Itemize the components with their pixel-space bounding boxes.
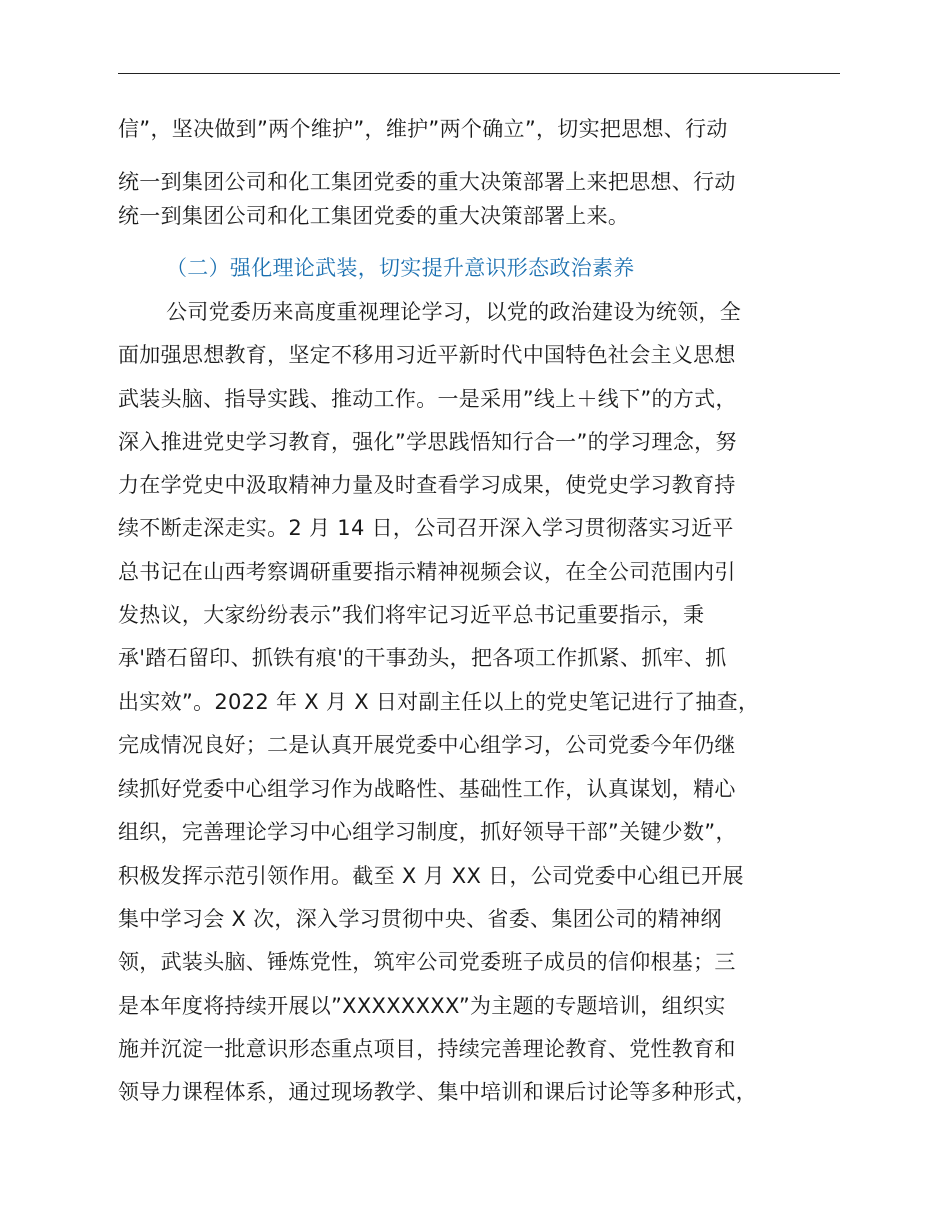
body-line: 出实效”。2022 年 X 月 X 日对副主任以上的党史笔记进行了抽查， [118,690,760,714]
section-heading: （二）强化理论武装，切实提升意识形态政治素养 [166,256,635,280]
body-line: 组织，完善理论学习中心组学习制度，抓好领导干部”关键少数”， [118,820,737,844]
header-rule [118,73,840,74]
body-line: 集中学习会 X 次，深入学习贯彻中央、省委、集团公司的精神纲 [118,907,722,931]
body-line: 施并沉淀一批意识形态重点项目，持续完善理论教育、党性教育和 [118,1037,736,1061]
body-line: 武装头脑、指导实践、推动工作。一是采用”线上＋线下”的方式， [118,387,737,411]
body-line: 积极发挥示范引领作用。截至 X 月 XX 日，公司党委中心组已开展 [118,864,744,888]
body-line: 领导力课程体系，通过现场教学、集中培训和课后讨论等多种形式， [118,1080,757,1104]
body-line: 续不断走深走实。2 月 14 日，公司召开深入学习贯彻落实习近平 [118,516,734,540]
body-line: 发热议，大家纷纷表示”我们将牢记习近平总书记重要指示，秉 [118,603,705,627]
body-line: 面加强思想教育，坚定不移用习近平新时代中国特色社会主义思想 [118,343,736,367]
body-line: 是本年度将持续开展以”XXXXXXXX”为主题的专题培训，组织实 [118,994,726,1018]
body-line: 统一到集团公司和化工集团党委的重大决策部署上来把思想、行动 [118,170,736,194]
body-line: 深入推进党史学习教育，强化”学思践悟知行合一”的学习理念，努 [118,430,737,454]
body-line: 领，武装头脑、锤炼党性，筑牢公司党委班子成员的信仰根基；三 [118,950,736,974]
body-line: 续抓好党委中心组学习作为战略性、基础性工作，认真谋划，精心 [118,777,736,801]
body-line: 公司党委历来高度重视理论学习，以党的政治建设为统领，全 [166,300,742,324]
body-line: 统一到集团公司和化工集团党委的重大决策部署上来。 [118,204,630,228]
body-line: 完成情况良好；二是认真开展党委中心组学习，公司党委今年仍继 [118,733,736,757]
body-line: 总书记在山西考察调研重要指示精神视频会议，在全公司范围内引 [118,560,736,584]
body-line: 信”，坚决做到”两个维护”，维护”两个确立”，切实把思想、行动 [118,117,728,141]
body-line: 承'踏石留印、抓铁有痕'的干事劲头，把各项工作抓紧、抓牢、抓 [118,646,727,670]
body-line: 力在学党史中汲取精神力量及时查看学习成果，使党史学习教育持 [118,473,736,497]
